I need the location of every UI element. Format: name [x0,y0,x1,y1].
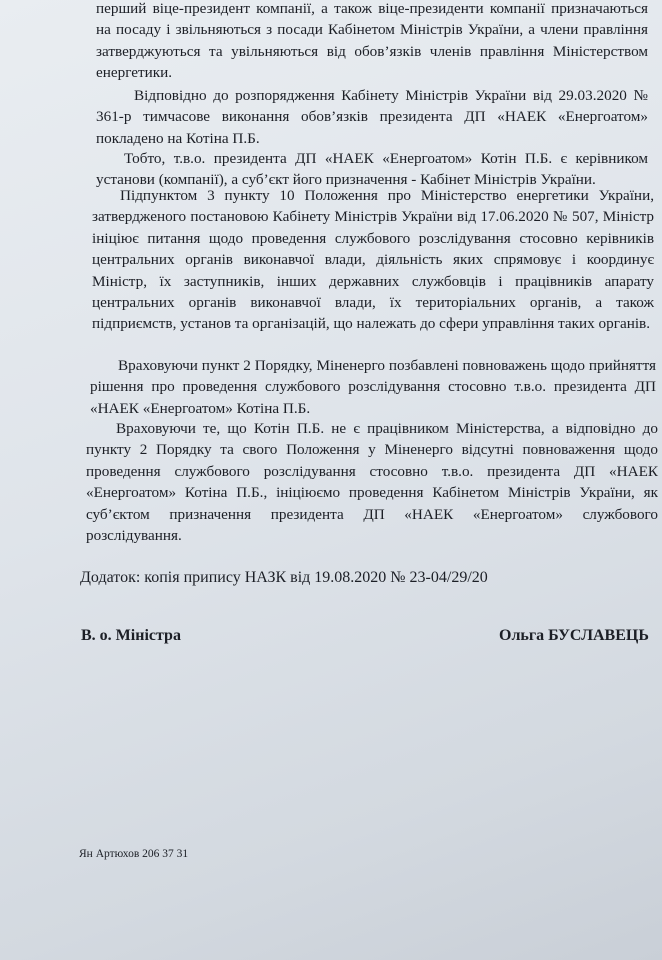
signatory-name: Ольга БУСЛАВЕЦЬ [499,627,649,644]
attachment-line: Додаток: копія припису НАЗК від 19.08.2020 № 23-04/29/20 [80,569,488,586]
paragraph-2: Відповідно до розпорядження Кабінету Міністрів України від 29.03.2020 № 361-р тимчасове виконання обов’язків президента ДП «НАЕК «Енергоатом» покладено на Котіна П.Б. [96,87,648,147]
signatory-position: В. о. Міністра [81,627,181,644]
paragraph-3: Тобто, т.в.о. президента ДП «НАЕК «Енергоатом» Котін П.Б. є керівником установи (компанії), а суб’єкт його призначення - Кабінет Міністрів України. [96,150,648,189]
paragraph-5: Враховуючи пункт 2 Порядку, Міненерго позбавлені повноважень щодо прийняття рішення про проведення службового розслідування стосовно т.в.о. президента ДП «НАЕК «Енергоатом» Котіна П.Б. [90,357,656,417]
paragraph-4: Підпунктом 3 пункту 10 Положення про Міністерство енергетики України, затвердженого постановою Кабінету Міністрів України від 17.06.2020 № 507, Міністр ініціює питання щодо проведення службового розслідування стосовно керівників центральних органів виконавчої влади, діяльність яких спрямовує і координує Міністр, їх заступників, інших державних службовців і працівників апарату центральних органів виконавчої влади, їх територіальних органів, а також підприємств, установ та організацій, що належать до сфери управління таких органів. [92,187,654,333]
paragraph-1: перший віце-президент компанії, а також віце-президенти компанії призначаються на посаду і звільняються з посади Кабінетом Міністрів України, а члени правління затверджуються та увільняються від обов’язків членів правління Міністерством енергетики. [96,0,648,82]
paragraph-6: Враховуючи те, що Котін П.Б. не є працівником Міністерства, а відповідно до пункту 2 Порядку та свого Положення у Міненерго відсутні повноваження щодо проведення службового розслідування стосовно т.в.о. президента ДП «НАЕК «Енергоатом» Котіна П.Б., ініціюємо проведення Кабінетом Міністрів України, як суб’єктом призначення президента ДП «НАЕК «Енергоатом» службового розслідування. [86,420,658,545]
executor-footer: Ян Артюхов 206 37 31 [79,848,189,860]
